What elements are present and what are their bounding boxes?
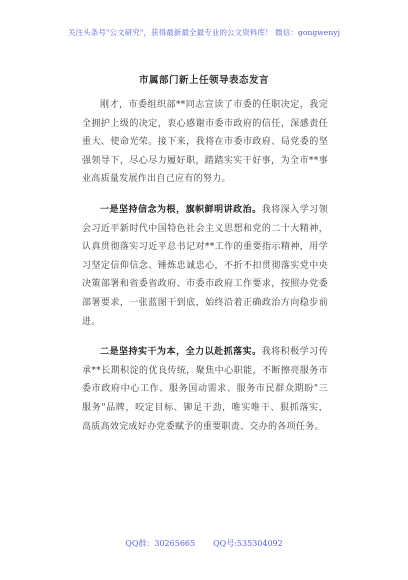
- paragraph-intro: [82, 96, 328, 189]
- header-banner: 关注头条号"公文研究"，获得最新最全最专业的公文资料库！ 微信：gongwenyj: [67, 28, 341, 37]
- footer-contact: [0, 538, 408, 549]
- document-title: 市属部门新上任领导表态发言: [138, 75, 269, 86]
- paragraph-point-1: [82, 201, 328, 331]
- footer-qq-group: QQ群：30265665: [125, 539, 196, 548]
- paragraph-point-2: [82, 343, 328, 436]
- document-body: [82, 96, 328, 448]
- paragraph-point-1-lead: 一是坚持信念为根，旗帜鲜明讲政治。: [100, 204, 262, 215]
- paragraph-point-2-text: 我将积极学习传承**长期积淀的优良传统，聚焦中心职能，不断擦亮服务市委市政府中心工作、服务国动需求、服务市民群众期盼"三服务"品牌，咬定目标、铆足干劲，唯实唯干、狠抓落实，高质高效完成好办党委赋予的重要职责、交办的各项任务。: [82, 347, 328, 432]
- paragraph-point-2-lead: 二是坚持实干为本，全力以赴抓落实。: [100, 347, 262, 358]
- paragraph-intro-text: 刚才，市委组织部**同志宣读了市委的任职决定，我完全拥护上级的决定，衷心感谢市委市政府的信任，深感责任重大、使命光荣。接下来，我将在市委市政府、局党委的坚强领导下，尽心尽力履好职，踏踏实实干好事，为全市**事业高质量发展作出自己应有的努力。: [82, 100, 328, 185]
- paragraph-point-1-text: 我将深入学习领会习近平新时代中国特色社会主义思想和党的二十大精神，认真贯彻落实习近平总书记对**工作的重要指示精神，用学习坚定信仰信念、锤炼忠诚忠心，不折不扣贯彻落实党中央决策部署和省委省政府、市委市政府工作要求，按照办党委部署要求，一张蓝图干到底，始终沿着正确政治方向稳步前进。: [82, 204, 328, 327]
- footer-qq-number: QQ号:535304092: [213, 539, 283, 548]
